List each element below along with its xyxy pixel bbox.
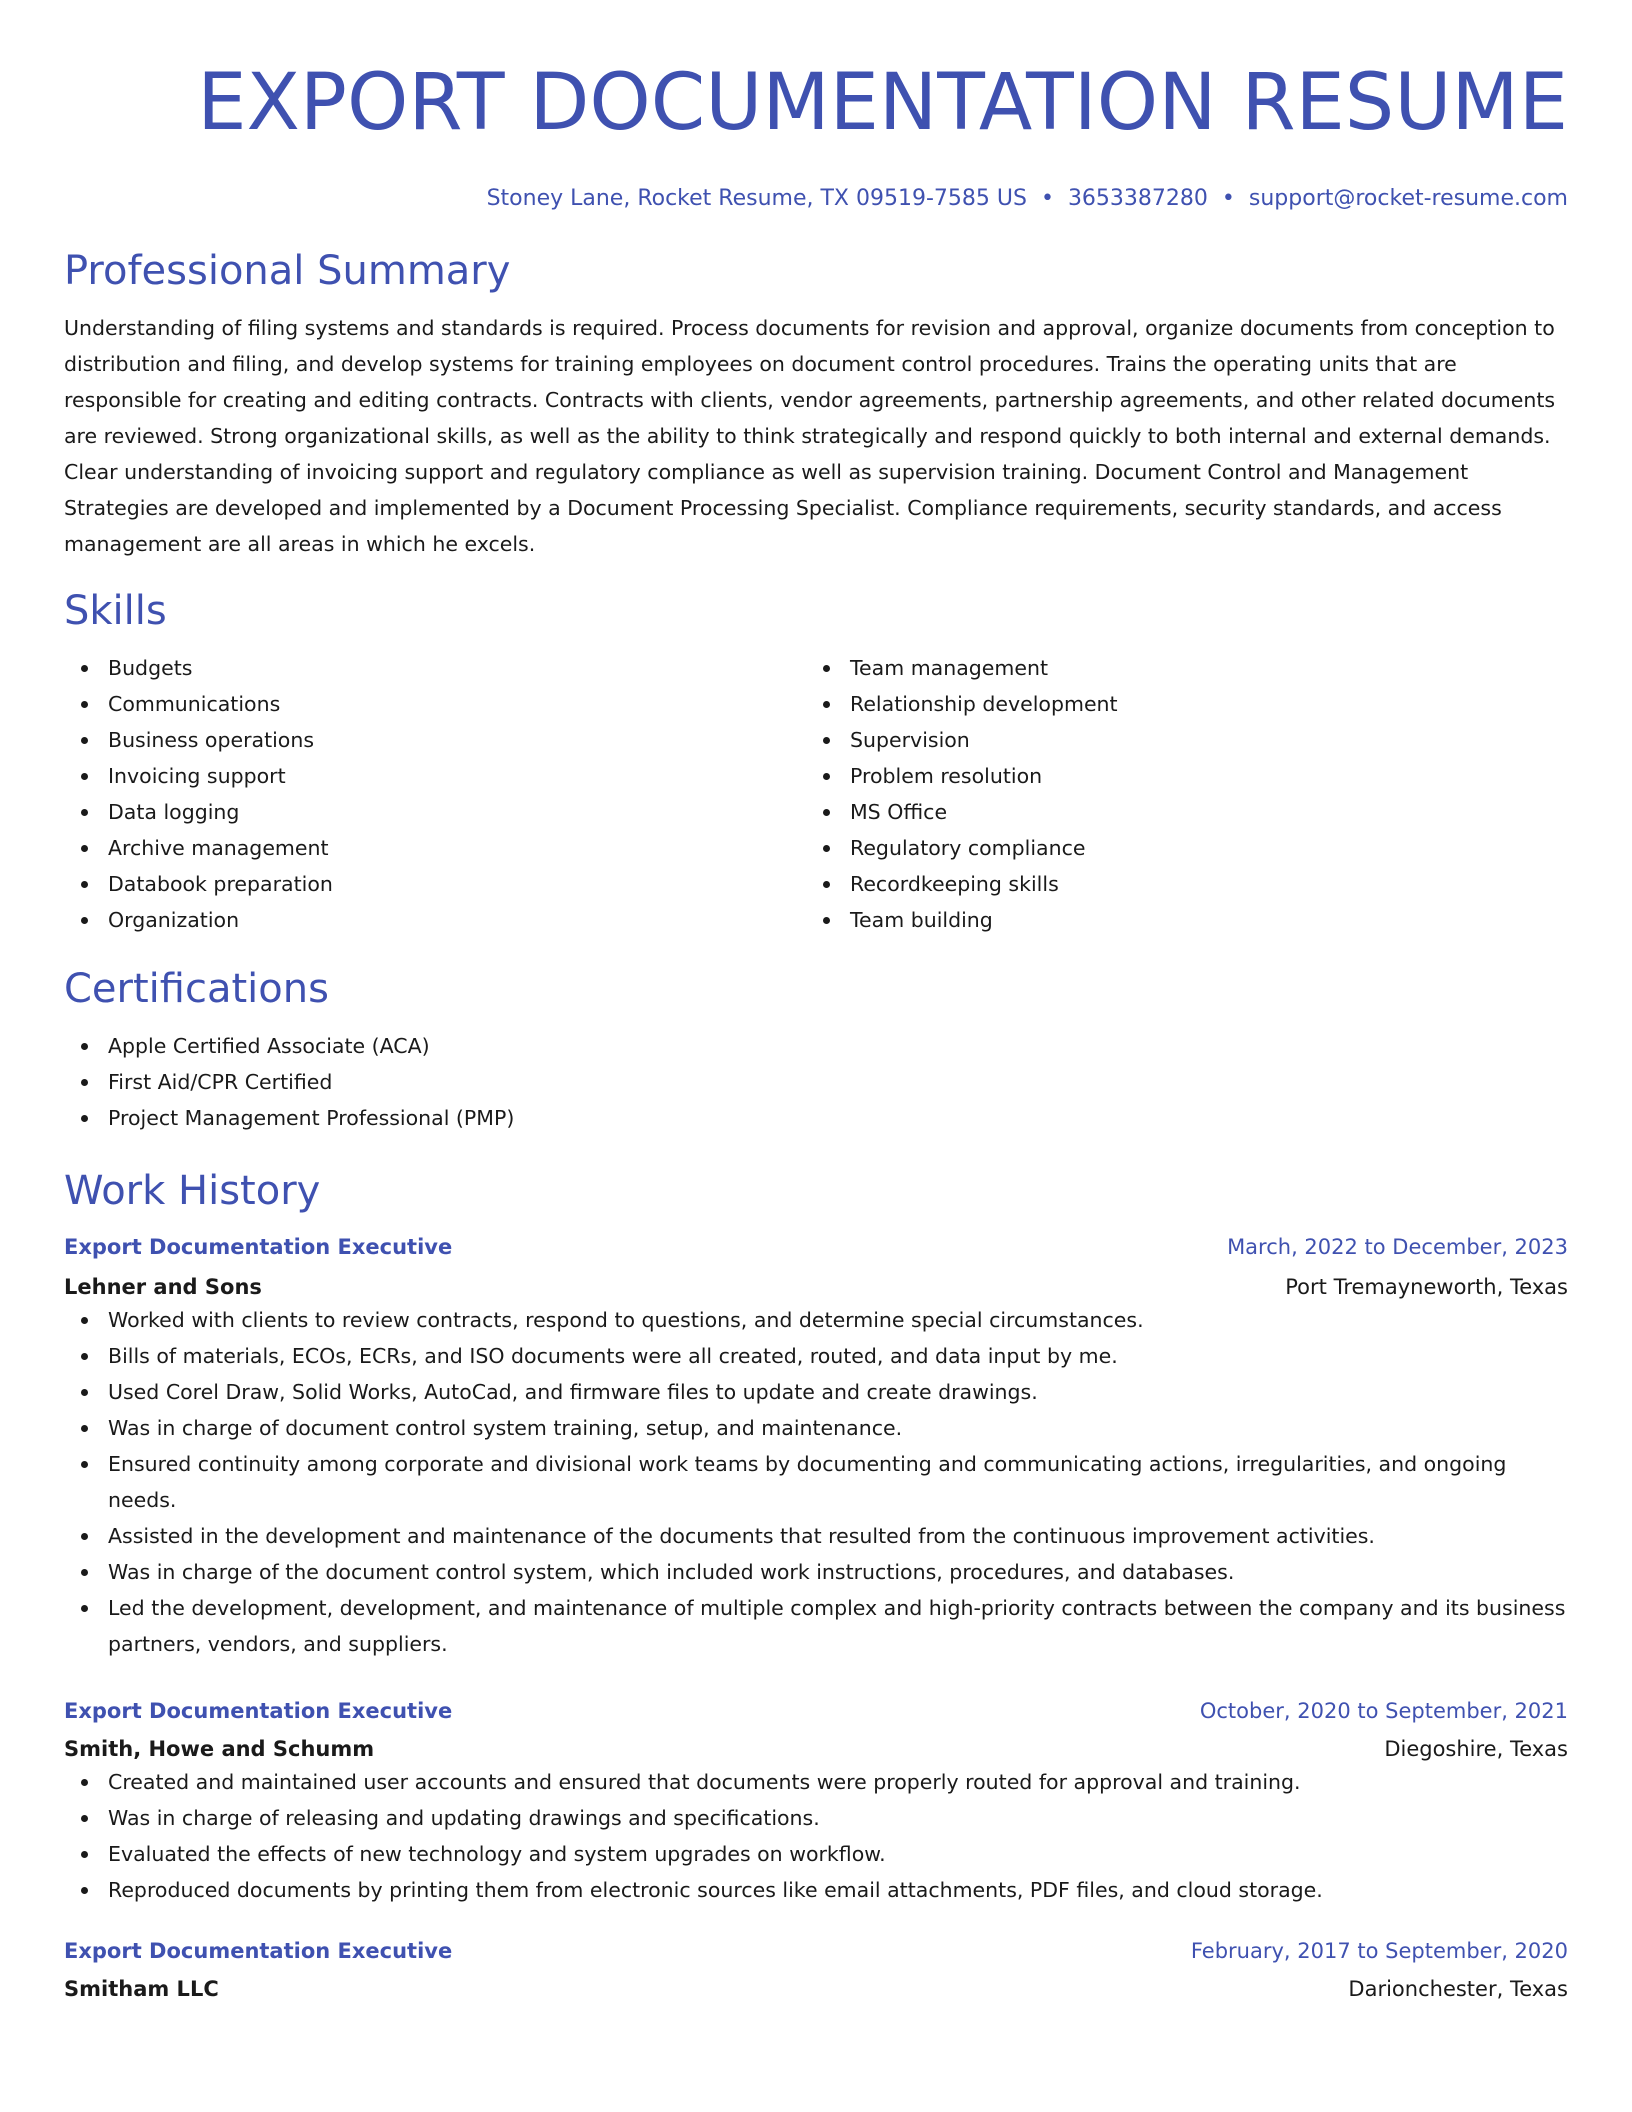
skill-item: Archive management	[108, 830, 806, 866]
certifications-heading: Certifications	[64, 966, 329, 1012]
skill-item: Relationship development	[850, 686, 1548, 722]
skill-item: Team building	[850, 902, 1548, 938]
certifications-list	[64, 1028, 1568, 1136]
duty-item: Worked with clients to review contracts, respond to questions, and determine special circumstances.	[108, 1302, 1568, 1338]
job-entry	[64, 1696, 1568, 1908]
job-subheader	[64, 1272, 1568, 1302]
job-dates: October, 2020 to September, 2021	[1199, 1699, 1568, 1723]
skill-item: Databook preparation	[108, 866, 806, 902]
certification-item: First Aid/CPR Certified	[108, 1064, 1568, 1100]
skills-grid	[64, 650, 1568, 938]
duty-item: Created and maintained user accounts and ensured that documents were properly routed for approval and training.	[108, 1764, 1568, 1800]
job-header	[64, 1696, 1568, 1726]
job-subheader	[64, 1734, 1568, 1764]
job-header	[64, 1232, 1568, 1262]
job-dates: March, 2022 to December, 2023	[1227, 1235, 1568, 1259]
skill-item: Data logging	[108, 794, 806, 830]
job-entry	[64, 1936, 1568, 2004]
contact-phone: 3653387280	[1067, 186, 1208, 211]
skill-item: Business operations	[108, 722, 806, 758]
duty-item: Bills of materials, ECOs, ECRs, and ISO documents were all created, routed, and data input by me.	[108, 1338, 1568, 1374]
job-duties	[64, 1764, 1568, 1908]
skill-item: Invoicing support	[108, 758, 806, 794]
summary-text: Understanding of filing systems and standards is required. Process documents for revision and approval, organize documents from conception to distribution and filing, and develop systems for training employees on document control procedures. Trains the operating units that are responsible for creating and editing contracts. Contracts with clients, vendor agreements, partnership agreements, and other related documents are reviewed. Strong organizational skills, as well as the ability to think strategically and respond quickly to both internal and external demands. Clear understanding of invoicing support and regulatory compliance as well as supervision training. Document Control and Management Strategies are developed and implemented by a Document Processing Specialist. Compliance requirements, security standards, and access management are all areas in which he excels.	[64, 316, 1556, 556]
skill-item: Organization	[108, 902, 806, 938]
skill-item: MS Office	[850, 794, 1548, 830]
job-location: Darionchester, Texas	[1348, 1977, 1568, 2001]
job-title: Export Documentation Executive	[64, 1699, 453, 1723]
job-dates: February, 2017 to September, 2020	[1190, 1939, 1568, 1963]
duty-item: Was in charge of document control system training, setup, and maintenance.	[108, 1410, 1568, 1446]
skill-item: Problem resolution	[850, 758, 1548, 794]
skill-item: Recordkeeping skills	[850, 866, 1548, 902]
contact-separator: •	[1040, 186, 1054, 211]
skills-left-column	[64, 650, 806, 938]
job-title: Export Documentation Executive	[64, 1939, 453, 1963]
job-company: Lehner and Sons	[64, 1275, 262, 1299]
skill-item: Supervision	[850, 722, 1548, 758]
job-duties	[64, 1302, 1568, 1662]
duty-item: Was in charge of releasing and updating drawings and specifications.	[108, 1800, 1568, 1836]
contact-email[interactable]: support@rocket-resume.com	[1248, 186, 1568, 211]
job-subheader	[64, 1974, 1568, 2004]
contact-separator: •	[1221, 186, 1235, 211]
contact-line	[64, 184, 1568, 214]
job-location: Diegoshire, Texas	[1384, 1737, 1568, 1761]
duty-item: Evaluated the effects of new technology and system upgrades on workflow.	[108, 1836, 1568, 1872]
skills-right-column	[806, 650, 1548, 938]
skill-item: Regulatory compliance	[850, 830, 1548, 866]
contact-address: Stoney Lane, Rocket Resume, TX 09519-7585 US	[486, 186, 1027, 211]
skill-item: Budgets	[108, 650, 806, 686]
duty-item: Was in charge of the document control system, which included work instructions, procedures, and databases.	[108, 1554, 1568, 1590]
job-location: Port Tremayneworth, Texas	[1285, 1275, 1568, 1299]
certification-item: Apple Certified Associate (ACA)	[108, 1028, 1568, 1064]
job-company: Smitham LLC	[64, 1977, 219, 2001]
job-header	[64, 1936, 1568, 1966]
job-title: Export Documentation Executive	[64, 1235, 453, 1259]
job-company: Smith, Howe and Schumm	[64, 1737, 375, 1761]
skill-item: Team management	[850, 650, 1548, 686]
job-entry	[64, 1232, 1568, 1662]
resume-title: EXPORT DOCUMENTATION RESUME	[197, 58, 1568, 148]
skill-item: Communications	[108, 686, 806, 722]
duty-item: Led the development, development, and maintenance of multiple complex and high-priority contracts between the company and its business partners, vendors, and suppliers.	[108, 1590, 1568, 1662]
skills-heading: Skills	[64, 588, 167, 634]
duty-item: Used Corel Draw, Solid Works, AutoCad, and firmware files to update and create drawings.	[108, 1374, 1568, 1410]
summary-heading: Professional Summary	[64, 248, 511, 294]
duty-item: Ensured continuity among corporate and divisional work teams by documenting and communicating actions, irregularities, and ongoing needs.	[108, 1446, 1568, 1518]
work-history-heading: Work History	[64, 1168, 321, 1214]
certification-item: Project Management Professional (PMP)	[108, 1100, 1568, 1136]
duty-item: Assisted in the development and maintenance of the documents that resulted from the continuous improvement activities.	[108, 1518, 1568, 1554]
duty-item: Reproduced documents by printing them from electronic sources like email attachments, PDF files, and cloud storage.	[108, 1872, 1568, 1908]
